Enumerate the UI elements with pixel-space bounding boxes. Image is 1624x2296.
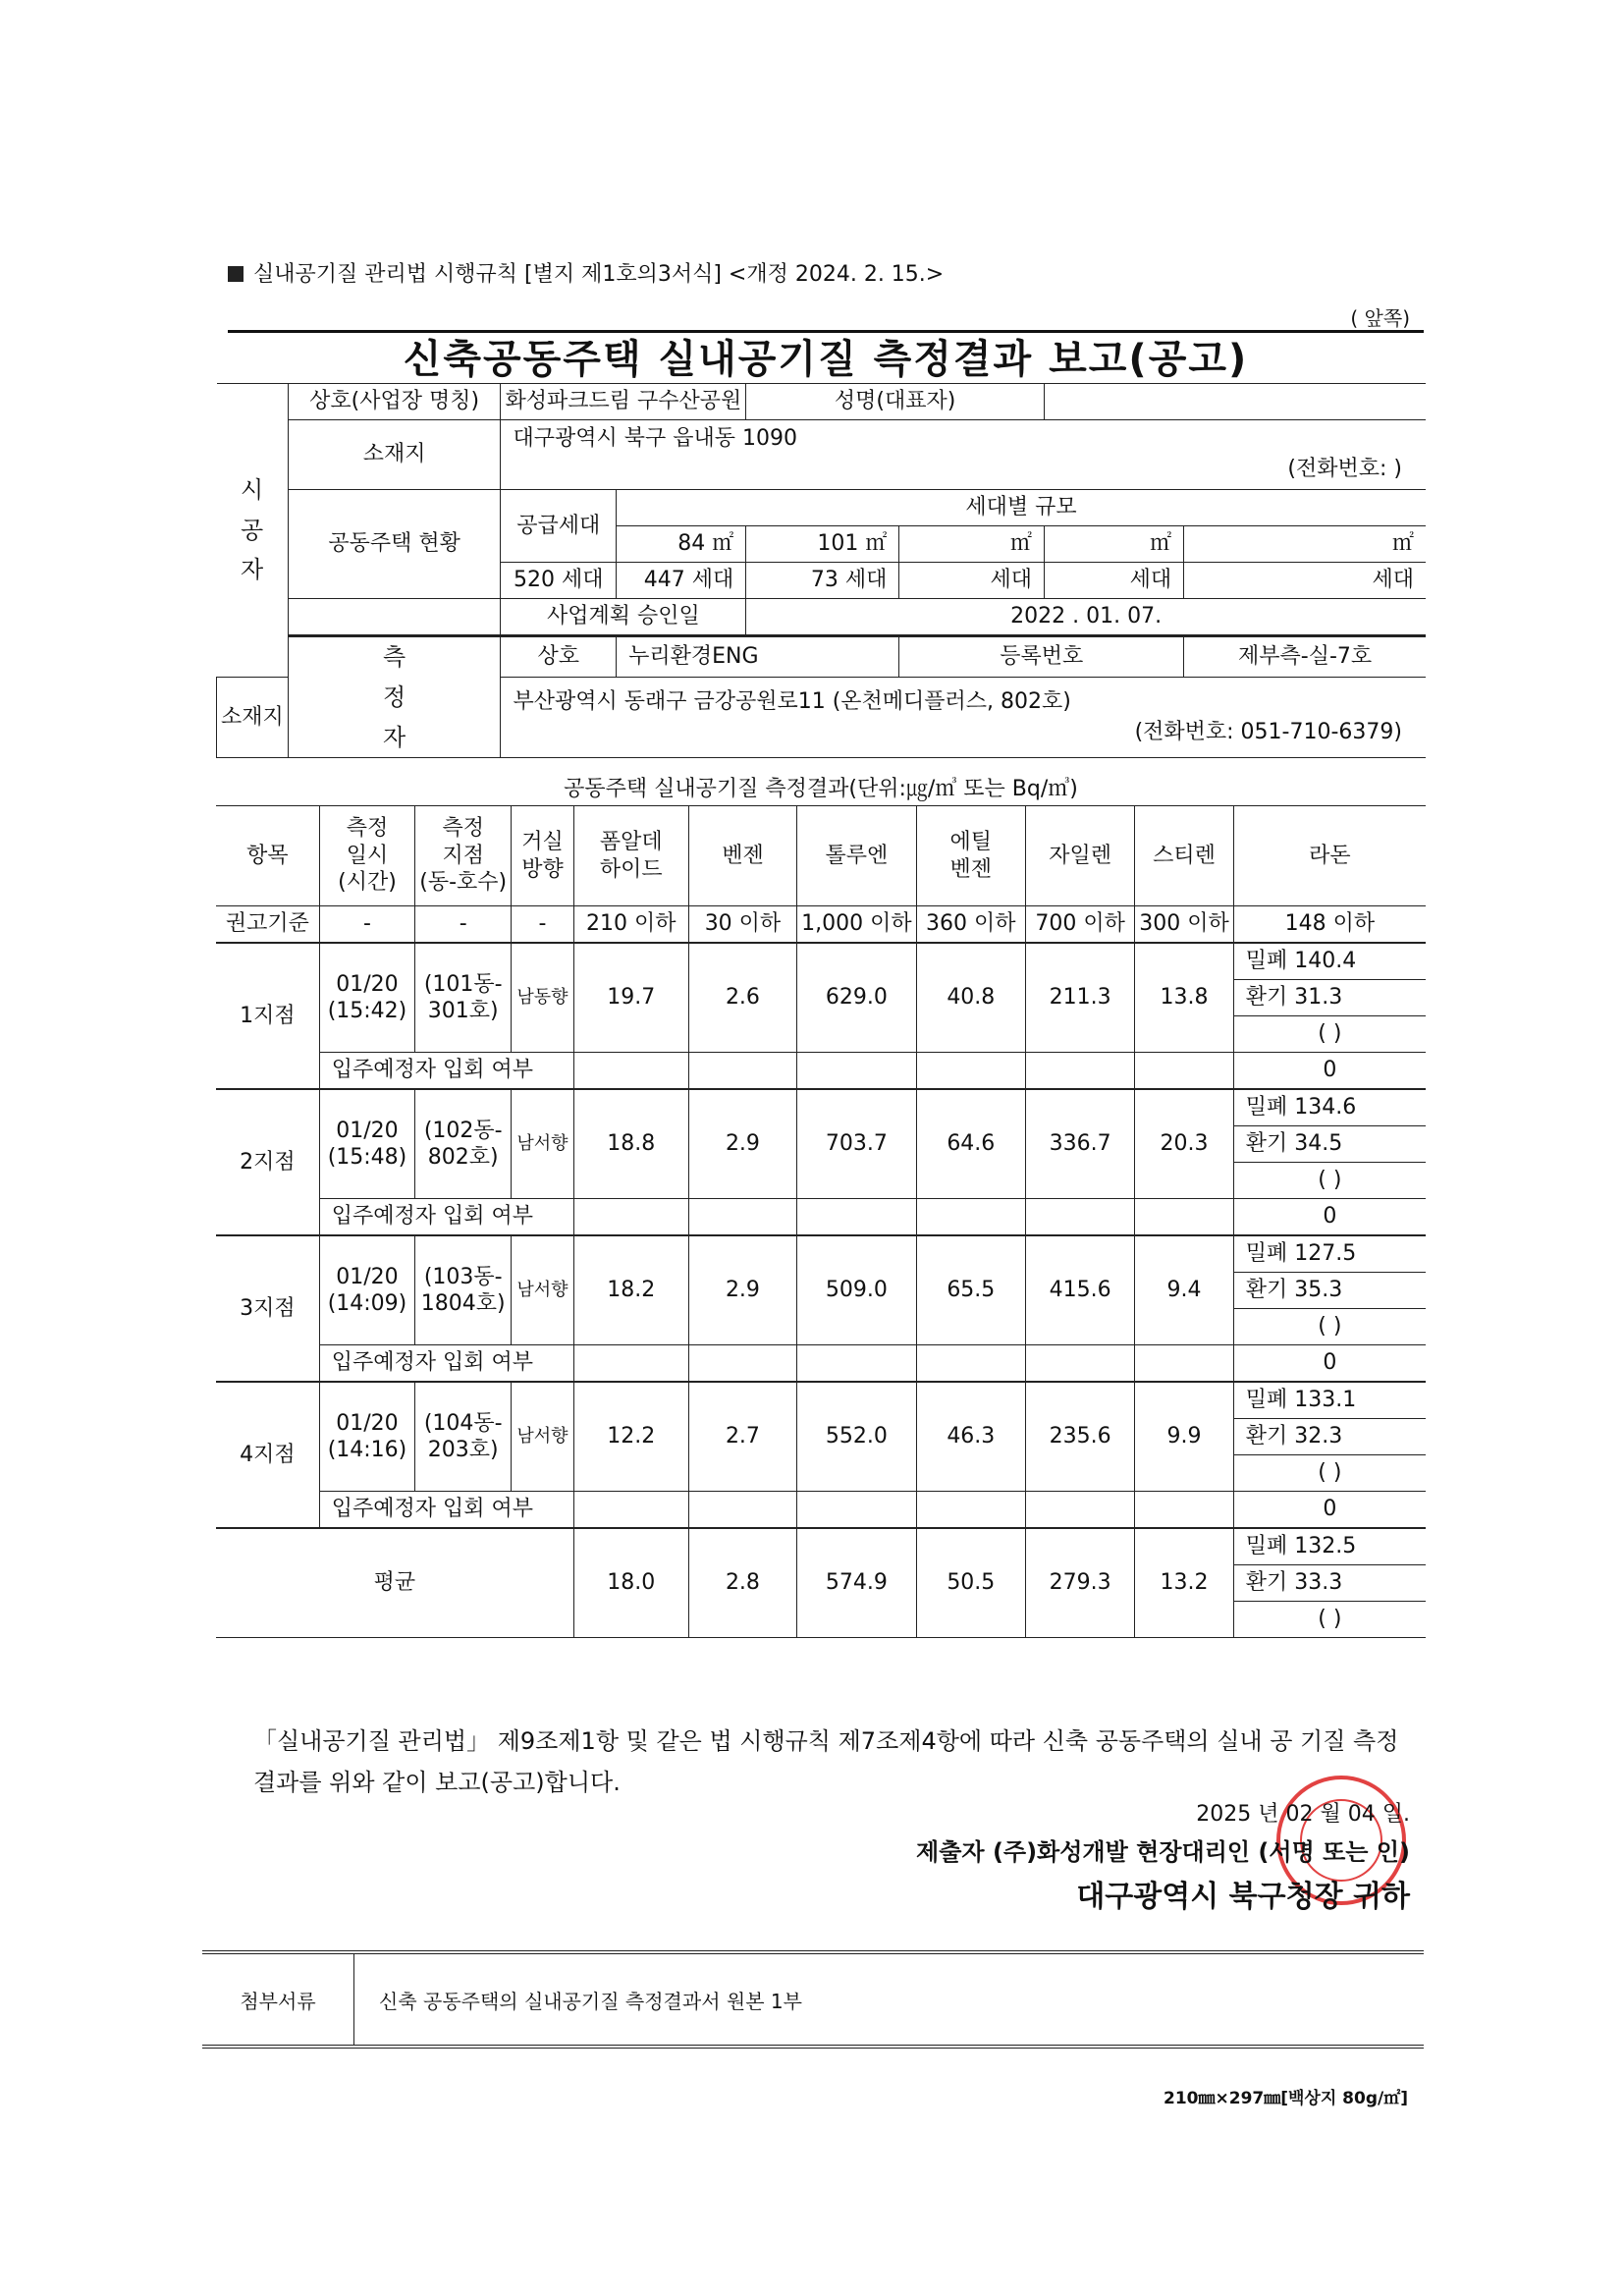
point-radon-closed: 밀폐 133.1	[1233, 1382, 1426, 1419]
header-benzene: 벤젠	[688, 806, 796, 906]
measurer-company-label: 상호	[501, 636, 617, 678]
rep-value	[1045, 384, 1427, 420]
header-location: 측정 지점 (동-호수)	[415, 806, 512, 906]
address-cell	[501, 420, 1426, 490]
size-5: ㎡	[1184, 526, 1426, 563]
point-styrene: 9.4	[1135, 1235, 1234, 1345]
measurer-company-value: 누리환경ENG	[617, 636, 899, 678]
header-formaldehyde: 폼알데 하이드	[573, 806, 688, 906]
results-caption: 공동주택 실내공기질 측정결과(단위:㎍/㎥ 또는 Bq/㎥)	[564, 777, 1078, 801]
point-datetime: 01/20 (15:42)	[319, 943, 414, 1053]
point-label: 3지점	[216, 1235, 319, 1382]
header-ethylbenzene: 에틸 벤젠	[916, 806, 1025, 906]
size-2: 101 ㎡	[746, 526, 899, 563]
header-toluene: 톨루엔	[797, 806, 916, 906]
point-toluene: 703.7	[797, 1089, 916, 1199]
point-benzene: 2.6	[688, 943, 796, 1053]
standard-ethylbenzene: 360 이하	[916, 906, 1025, 944]
units-4: 세대	[1045, 563, 1184, 599]
point-xylene: 211.3	[1025, 943, 1134, 1053]
header-item: 항목	[216, 806, 319, 906]
point-radon-vent: 환기 34.5	[1233, 1126, 1426, 1163]
point-styrene: 20.3	[1135, 1089, 1234, 1199]
point-label: 1지점	[216, 943, 319, 1089]
standard-label: 권고기준	[216, 906, 319, 944]
recipient: 대구광역시 북구청장 귀하	[1076, 1880, 1410, 1914]
reg-label: 등록번호	[899, 636, 1184, 678]
point-radon-extra: ( )	[1233, 1016, 1426, 1053]
point-styrene: 13.8	[1135, 943, 1234, 1053]
units-3: 세대	[899, 563, 1045, 599]
point-formaldehyde: 18.2	[573, 1235, 688, 1345]
front-side-label: ( 앞쪽)	[1350, 306, 1410, 330]
average-styrene: 13.2	[1135, 1528, 1234, 1638]
page-title: 신축공동주택 실내공기질 측정결과 보고(공고)	[403, 337, 1249, 382]
point-toluene: 509.0	[797, 1235, 916, 1345]
point-radon-vent: 환기 32.3	[1233, 1419, 1426, 1455]
point-formaldehyde: 19.7	[573, 943, 688, 1053]
approval-date: 2022 . 01. 07.	[746, 599, 1426, 636]
point-radon-closed: 밀폐 140.4	[1233, 943, 1426, 980]
standard-formaldehyde: 210 이하	[573, 906, 688, 944]
attendance-value: 0	[1233, 1492, 1426, 1529]
total-units: 520 세대	[501, 563, 617, 599]
attendance-label: 입주예정자 입회 여부	[319, 1492, 573, 1529]
paper-size: 210㎜×297㎜[백상지 80g/㎡]	[1164, 2089, 1408, 2108]
standard-location: -	[415, 906, 512, 944]
point-radon-extra: ( )	[1233, 1309, 1426, 1345]
point-location: (102동- 802호)	[415, 1089, 512, 1199]
average-xylene: 279.3	[1025, 1528, 1134, 1638]
standard-styrene: 300 이하	[1135, 906, 1234, 944]
info-table	[216, 383, 1426, 758]
size-label: 세대별 규모	[617, 490, 1426, 526]
submitter: 제출자 (주)화성개발 현장대리인 (서명 또는 인)	[916, 1838, 1410, 1866]
address-value: 대구광역시 북구 읍내동 1090	[513, 426, 797, 452]
regulation-text: 실내공기질 관리법 시행규칙 [별지 제1호의3서식] <개정 2024. 2. 15.>	[253, 262, 945, 287]
point-location: (103동- 1804호)	[415, 1235, 512, 1345]
measurer-phone: (전화번호: 051-710-6379)	[1134, 719, 1402, 744]
point-xylene: 415.6	[1025, 1235, 1134, 1345]
results-table	[216, 805, 1426, 1638]
measurer-address-label: 소재지	[217, 677, 289, 758]
company-value: 화성파크드림 구수산공원	[501, 384, 746, 420]
header-datetime: 측정 일시 (시간)	[319, 806, 414, 906]
point-radon-closed: 밀폐 127.5	[1233, 1235, 1426, 1273]
measurer-address-cell	[501, 677, 1426, 758]
point-datetime: 01/20 (14:16)	[319, 1382, 414, 1492]
point-datetime: 01/20 (14:09)	[319, 1235, 414, 1345]
attachment-label: 첨부서류	[202, 1954, 354, 2045]
attachment-value: 신축 공동주택의 실내공기질 측정결과서 원본 1부	[379, 1989, 802, 2013]
supply-label: 공급세대	[501, 490, 617, 563]
point-radon-extra: ( )	[1233, 1455, 1426, 1492]
size-4: ㎡	[1045, 526, 1184, 563]
attendance-label: 입주예정자 입회 여부	[319, 1053, 573, 1090]
header-radon: 라돈	[1233, 806, 1426, 906]
housing-label: 공동주택 현황	[288, 490, 501, 599]
declaration-text: 「실내공기질 관리법」 제9조제1항 및 같은 법 시행규칙 제7조제4항에 따라 신축 공동주택의 실내 공 기질 측정결과를 위와 같이 보고(공고)합니다.	[253, 1727, 1399, 1796]
standard-toluene: 1,000 이하	[797, 906, 916, 944]
standard-benzene: 30 이하	[688, 906, 796, 944]
address-label: 소재지	[288, 420, 501, 490]
header-styrene: 스티렌	[1135, 806, 1234, 906]
point-toluene: 552.0	[797, 1382, 916, 1492]
average-label: 평균	[216, 1528, 573, 1638]
point-location: (101동- 301호)	[415, 943, 512, 1053]
attendance-label: 입주예정자 입회 여부	[319, 1345, 573, 1383]
size-3: ㎡	[899, 526, 1045, 563]
units-1: 447 세대	[617, 563, 746, 599]
standard-datetime: -	[319, 906, 414, 944]
point-formaldehyde: 18.8	[573, 1089, 688, 1199]
point-ethylbenzene: 40.8	[916, 943, 1025, 1053]
attendance-label: 입주예정자 입회 여부	[319, 1199, 573, 1236]
point-benzene: 2.9	[688, 1235, 796, 1345]
signature-date: 2025 년 02 월 04 일.	[1196, 1802, 1410, 1827]
point-benzene: 2.7	[688, 1382, 796, 1492]
attendance-value: 0	[1233, 1053, 1426, 1090]
point-radon-closed: 밀폐 134.6	[1233, 1089, 1426, 1126]
point-styrene: 9.9	[1135, 1382, 1234, 1492]
point-radon-vent: 환기 31.3	[1233, 980, 1426, 1016]
point-xylene: 336.7	[1025, 1089, 1134, 1199]
average-ethylbenzene: 50.5	[916, 1528, 1025, 1638]
header-direction: 거실 방향	[512, 806, 574, 906]
point-direction: 남서향	[512, 1382, 574, 1492]
header-xylene: 자일렌	[1025, 806, 1134, 906]
point-location: (104동- 203호)	[415, 1382, 512, 1492]
point-ethylbenzene: 65.5	[916, 1235, 1025, 1345]
measurer-side-label: 측 정 자	[288, 636, 501, 758]
size-1: 84 ㎡	[617, 526, 746, 563]
point-ethylbenzene: 46.3	[916, 1382, 1025, 1492]
point-label: 4지점	[216, 1382, 319, 1528]
regulation-reference	[228, 257, 944, 288]
constructor-phone: (전화번호: )	[1287, 457, 1402, 481]
average-radon-closed: 밀폐 132.5	[1233, 1528, 1426, 1565]
point-formaldehyde: 12.2	[573, 1382, 688, 1492]
attendance-value: 0	[1233, 1199, 1426, 1236]
attendance-value: 0	[1233, 1345, 1426, 1383]
standard-direction: -	[512, 906, 574, 944]
average-toluene: 574.9	[797, 1528, 916, 1638]
point-direction: 남서향	[512, 1089, 574, 1199]
standard-radon: 148 이하	[1233, 906, 1426, 944]
point-xylene: 235.6	[1025, 1382, 1134, 1492]
standard-xylene: 700 이하	[1025, 906, 1134, 944]
units-2: 73 세대	[746, 563, 899, 599]
measurer-address-value: 부산광역시 동래구 금강공원로11 (온천메디플러스, 802호)	[513, 688, 1071, 714]
constructor-side-label: 시 공 자	[217, 384, 289, 678]
point-datetime: 01/20 (15:48)	[319, 1089, 414, 1199]
units-5: 세대	[1184, 563, 1426, 599]
attachment-row	[202, 1950, 1424, 2049]
point-direction: 남서향	[512, 1235, 574, 1345]
average-radon-extra: ( )	[1233, 1602, 1426, 1638]
point-direction: 남동향	[512, 943, 574, 1053]
point-toluene: 629.0	[797, 943, 916, 1053]
point-ethylbenzene: 64.6	[916, 1089, 1025, 1199]
average-benzene: 2.8	[688, 1528, 796, 1638]
point-benzene: 2.9	[688, 1089, 796, 1199]
approval-label: 사업계획 승인일	[501, 599, 746, 636]
point-label: 2지점	[216, 1089, 319, 1235]
company-label: 상호(사업장 명칭)	[288, 384, 501, 420]
point-radon-extra: ( )	[1233, 1163, 1426, 1199]
average-formaldehyde: 18.0	[573, 1528, 688, 1638]
rep-label: 성명(대표자)	[746, 384, 1045, 420]
square-bullet-icon	[228, 266, 244, 282]
point-radon-vent: 환기 35.3	[1233, 1273, 1426, 1309]
reg-value: 제부측-실-7호	[1184, 636, 1426, 678]
average-radon-vent: 환기 33.3	[1233, 1565, 1426, 1602]
